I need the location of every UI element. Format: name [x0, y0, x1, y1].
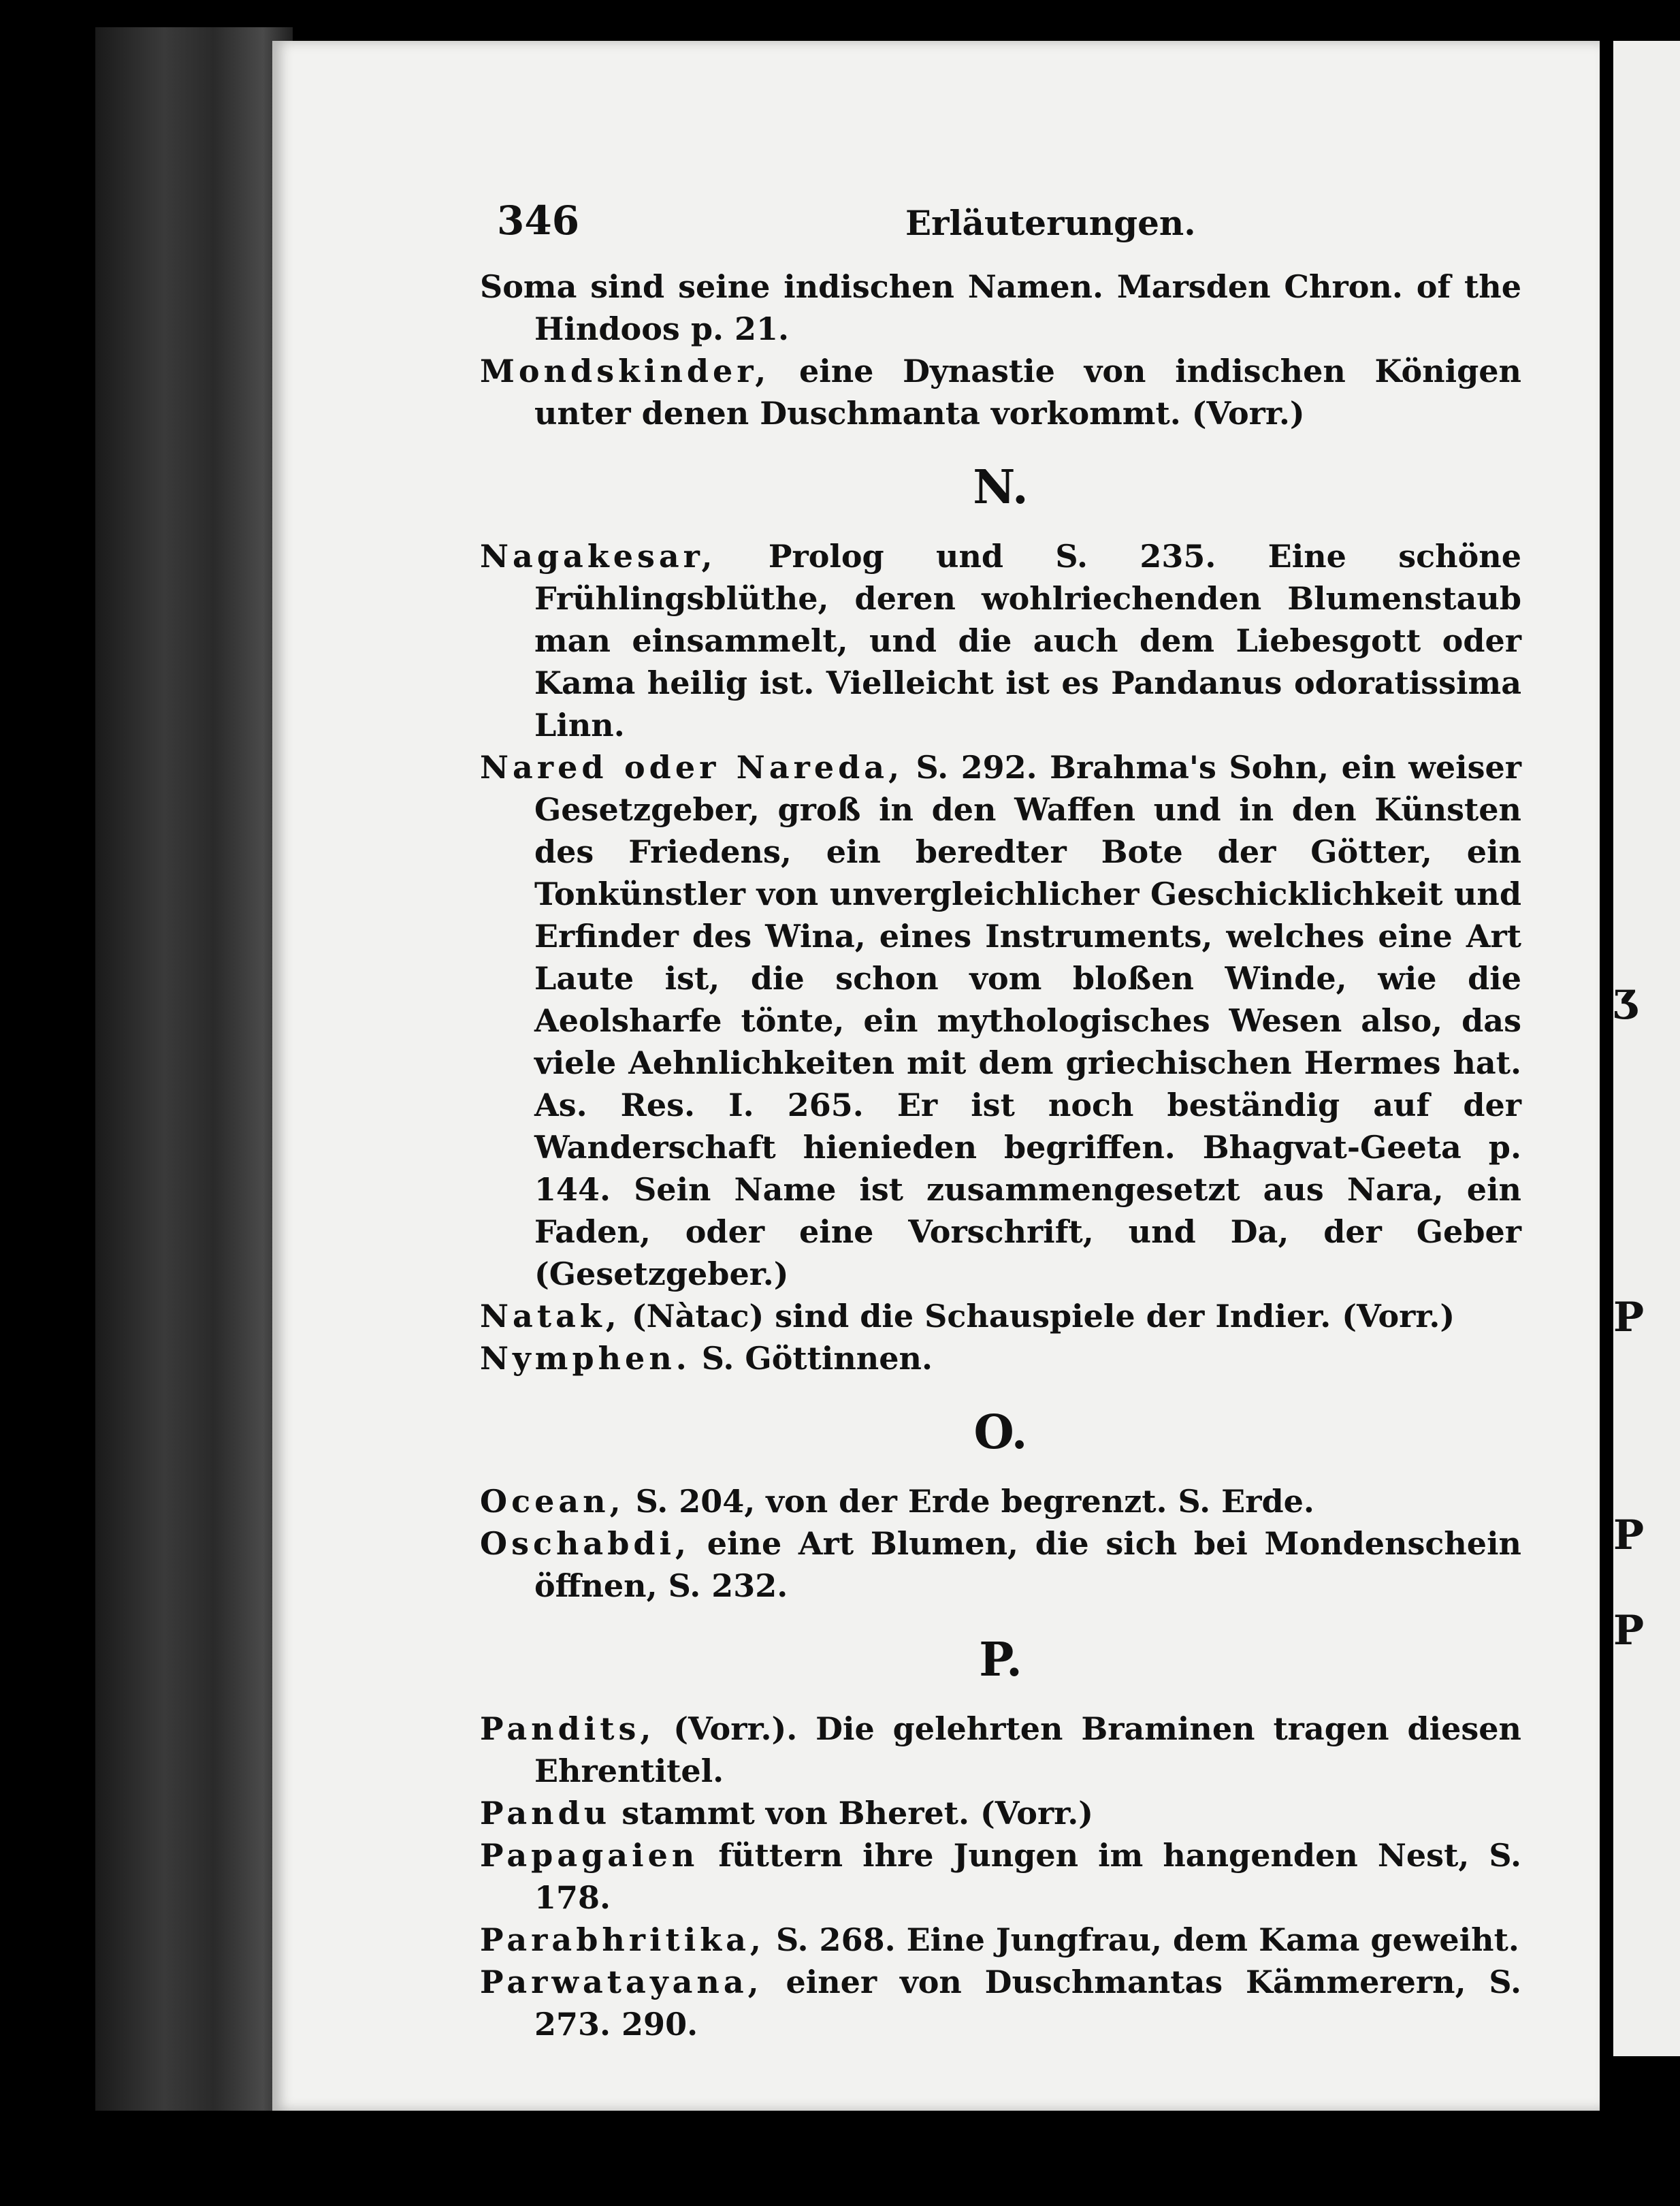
entry-text: eine Dynastie von indischen Königen unter denen Duschmanta vorkommt. (Vorr.)	[534, 353, 1521, 432]
entry-lemma: Parwatayana,	[480, 1964, 763, 2000]
book-spine	[95, 27, 293, 2111]
entry-lemma: Parabhritika,	[480, 1921, 765, 1958]
glossary-entry	[480, 1522, 1521, 1607]
entry-text: Soma sind seine indischen Namen. Marsden Chron. of the Hindoos p. 21.	[480, 268, 1521, 347]
entry-continuation	[480, 266, 1521, 350]
facing-page-fragment: P	[1613, 1607, 1645, 1655]
entry-text: S. 204, von der Erde begrenzt. S. Erde.	[624, 1483, 1314, 1520]
entry-text: S. 292. Brahma's Sohn, ein weiser Gesetzgeber, groß in den Waffen und in den Künsten des Friedens, ein beredter Bote der Götter, ein Tonkünstler von unvergleichlicher Geschicklichkeit und Erfinder des Wina, eines Instruments, welches eine Art Laute ist, die schon vom bloßen Winde, wie die Aeolsharfe tönte, ein mythologisches Wesen also, das viele Aehnlichkeiten mit dem griechischen Hermes hat. As. Res. I. 265. Er ist noch beständig auf der Wanderschaft hienieden begriffen. Bhagvat-Geeta p. 144. Sein Name ist zusammengesetzt aus Nara, ein Faden, oder eine Vorschrift, und Da, der Geber (Gesetzgeber.)	[534, 749, 1521, 1292]
facing-page-edge	[1613, 41, 1680, 2056]
facing-page-fragment: ʒ	[1613, 974, 1637, 1021]
entry-lemma: Nagakesar,	[480, 538, 717, 575]
entry-lemma: Oschabdi,	[480, 1525, 691, 1562]
entry-text: (Nàtac) sind die Schauspiele der Indier. (Vorr.)	[620, 1298, 1455, 1334]
glossary-entry	[480, 1295, 1521, 1337]
section-letter-n: N.	[973, 460, 1029, 515]
entry-lemma: Nymphen.	[480, 1340, 691, 1377]
entry-lemma: Papagaien	[480, 1837, 699, 1874]
section-letter-o: O.	[973, 1405, 1028, 1460]
entry-lemma: Pandits,	[480, 1710, 656, 1747]
glossary-entry	[480, 350, 1521, 434]
entry-text: Prolog und S. 235. Eine schöne Frühlingsblüthe, deren wohlriechenden Blumenstaub man einsammelt, und die auch dem Liebesgott oder Kama heilig ist. Vielleicht ist es Pandanus odoratissima Linn.	[534, 538, 1521, 744]
glossary-entry	[480, 1480, 1521, 1522]
running-head: Erläuterungen.	[905, 203, 1196, 243]
glossary-entry	[480, 1834, 1521, 1919]
entry-lemma: Ocean,	[480, 1483, 625, 1520]
entry-lemma: Natak,	[480, 1298, 621, 1334]
entry-text: stammt von Bheret. (Vorr.)	[611, 1795, 1093, 1832]
glossary-entry	[480, 1337, 1521, 1379]
entry-lemma: Mondskinder,	[480, 353, 771, 389]
entry-text: eine Art Blumen, die sich bei Mondenschein öffnen, S. 232.	[534, 1525, 1521, 1604]
glossary-entry	[480, 1961, 1521, 2045]
entry-text: füttern ihre Jungen im hangenden Nest, S. 178.	[534, 1837, 1521, 1916]
glossary-entry	[480, 1792, 1521, 1834]
entry-lemma: Nared oder Nareda,	[480, 749, 904, 786]
glossary-entry	[480, 1919, 1521, 1961]
section-letter-p: P.	[979, 1633, 1022, 1687]
glossary-entry	[480, 535, 1521, 746]
entry-text: (Vorr.). Die gelehrten Braminen tragen diesen Ehrentitel.	[534, 1710, 1521, 1789]
entry-text: einer von Duschmantas Kämmerern, S. 273. 290.	[534, 1964, 1521, 2043]
entry-text: S. 268. Eine Jungfrau, dem Kama geweiht.	[764, 1921, 1519, 1958]
entry-text: S. Göttinnen.	[690, 1340, 933, 1377]
glossary-entry	[480, 746, 1521, 1295]
facing-page-fragment: P	[1613, 1294, 1645, 1341]
facing-page-fragment: P	[1613, 1512, 1645, 1559]
glossary-text	[480, 266, 1521, 2045]
page-number: 346	[497, 197, 580, 244]
glossary-entry	[480, 1708, 1521, 1792]
page-header	[497, 197, 1552, 252]
entry-lemma: Pandu	[480, 1795, 611, 1832]
